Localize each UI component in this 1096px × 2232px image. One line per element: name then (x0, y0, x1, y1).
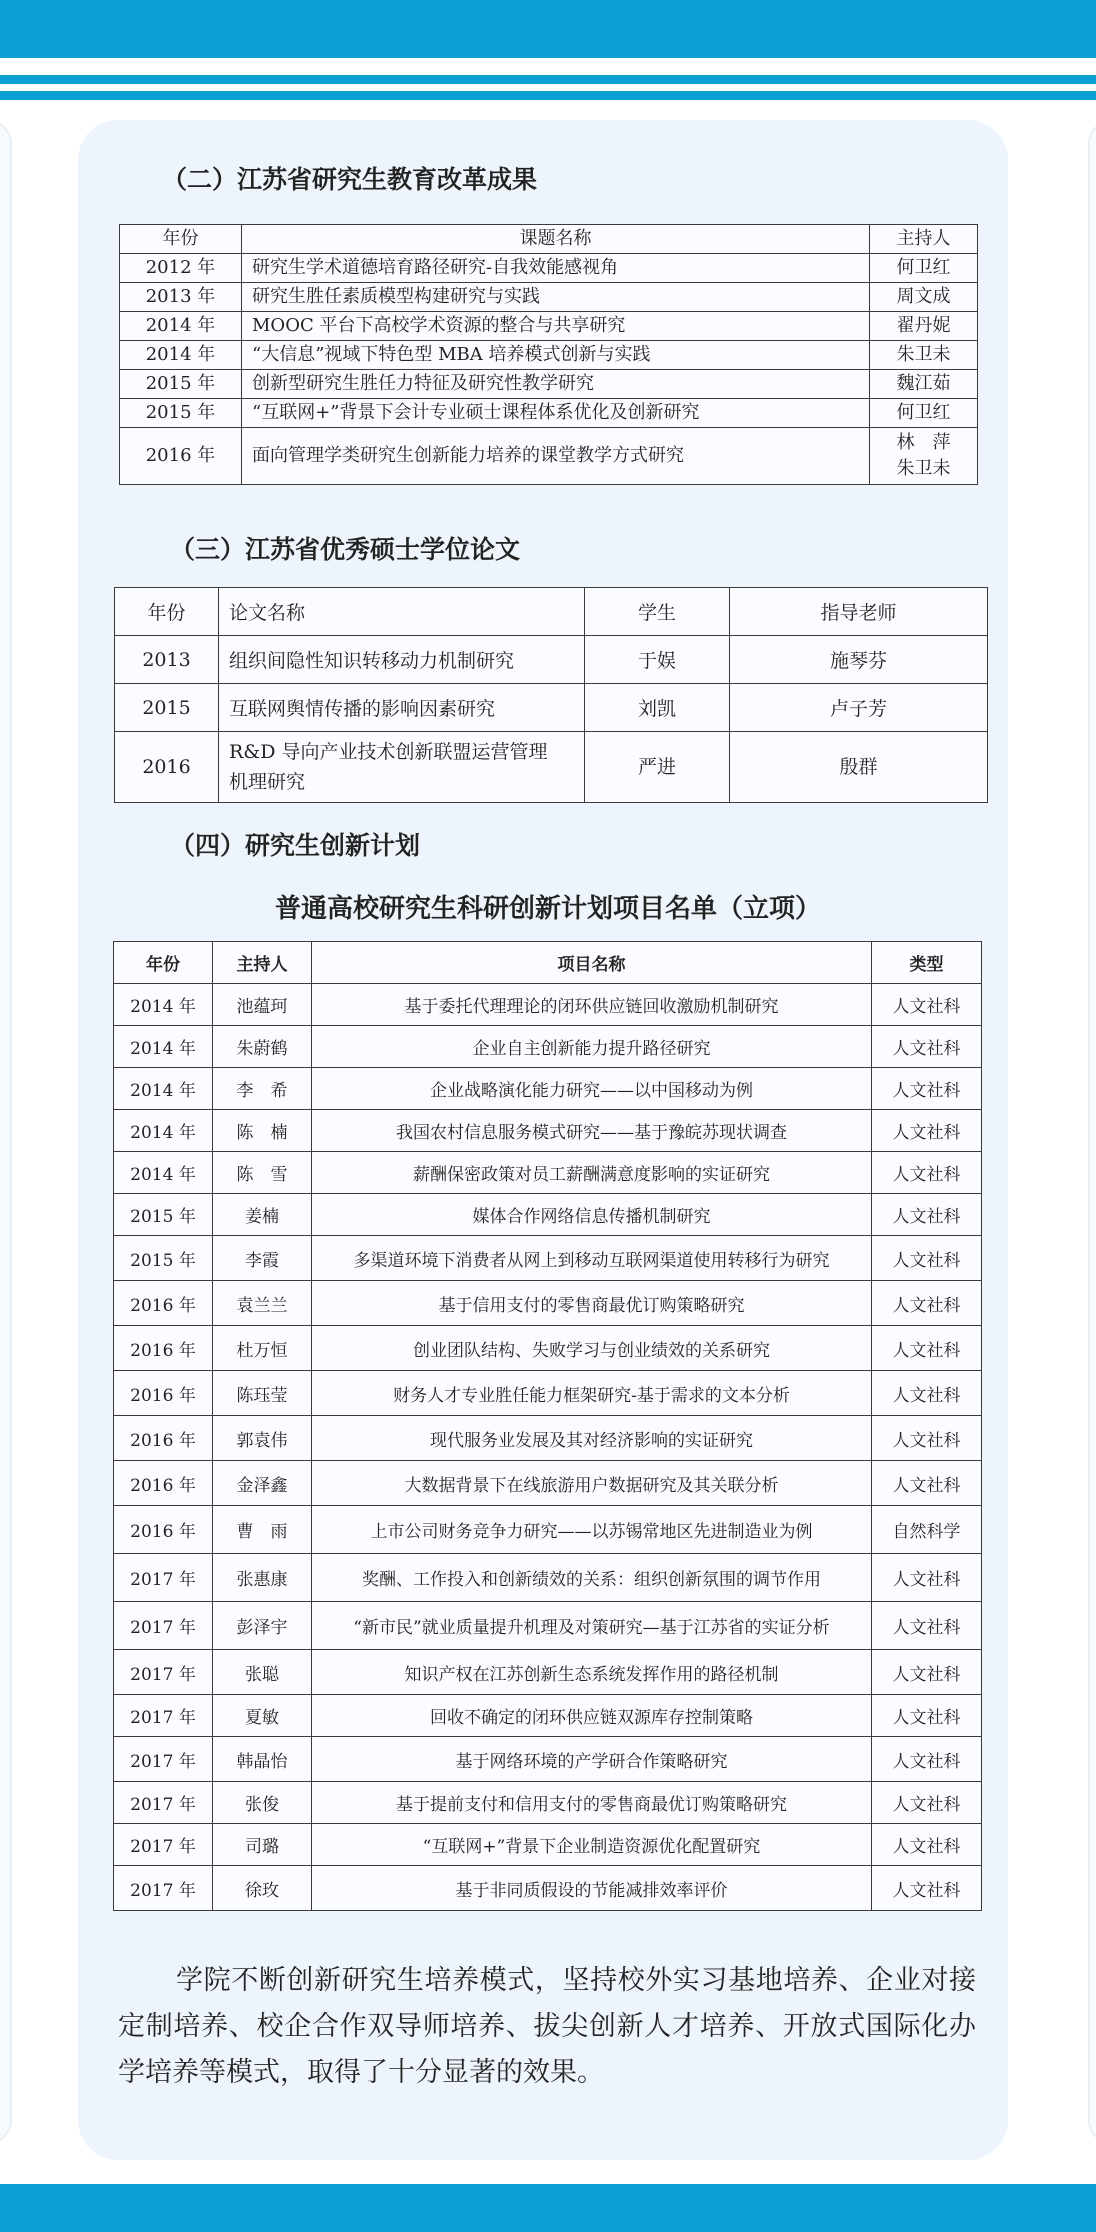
header-project-name: 项目名称 (312, 942, 872, 984)
cell-project-name: 大数据背景下在线旅游用户数据研究及其关联分析 (312, 1461, 872, 1506)
table-row (115, 684, 988, 732)
table-row (114, 1695, 982, 1737)
cell-type: 人文社科 (872, 1371, 982, 1416)
cell-year: 2015 年 (120, 399, 242, 428)
cell-project-name: “新市民”就业质量提升机理及对策研究—基于江苏省的实证分析 (312, 1602, 872, 1650)
cell-project-name: 知识产权在江苏创新生态系统发挥作用的路径机制 (312, 1650, 872, 1695)
cell-host: 周文成 (870, 283, 978, 312)
cell-type: 人文社科 (872, 1461, 982, 1506)
header-title: 课题名称 (242, 225, 870, 254)
table-row (114, 1554, 982, 1602)
cell-host: 姜楠 (213, 1194, 312, 1236)
table-row (120, 341, 978, 370)
cell-year: 2014 年 (120, 341, 242, 370)
cell-year: 2016 年 (114, 1371, 213, 1416)
cell-year: 2014 年 (114, 1068, 213, 1110)
cell-year: 2015 (115, 684, 219, 732)
cell-type: 人文社科 (872, 1695, 982, 1737)
cell-host: 司璐 (213, 1824, 312, 1866)
cell-host: 夏敏 (213, 1695, 312, 1737)
top-banner (0, 0, 1096, 58)
header-host: 主持人 (213, 942, 312, 984)
table-row (120, 428, 978, 485)
cell-title: “互联网+”背景下会计专业硕士课程体系优化及创新研究 (242, 399, 870, 428)
cell-host: 陈珏莹 (213, 1371, 312, 1416)
table-row (120, 312, 978, 341)
table-row (114, 1461, 982, 1506)
cell-type: 人文社科 (872, 1110, 982, 1152)
cell-host: 何卫红 (870, 399, 978, 428)
header-year: 年份 (114, 942, 213, 984)
cell-type: 人文社科 (872, 984, 982, 1026)
reform-results-table (119, 224, 978, 485)
adjacent-page-right (1088, 120, 1096, 2144)
top-stripe-2 (0, 91, 1096, 100)
cell-title: “大信息”视域下特色型 MBA 培养模式创新与实践 (242, 341, 870, 370)
cell-year: 2017 年 (114, 1695, 213, 1737)
table-row (114, 1236, 982, 1281)
cell-advisor: 卢子芳 (730, 684, 988, 732)
cell-title: 创新型研究生胜任力特征及研究性教学研究 (242, 370, 870, 399)
cell-year: 2016 年 (114, 1461, 213, 1506)
cell-host: 池蕴珂 (213, 984, 312, 1026)
cell-type: 人文社科 (872, 1737, 982, 1782)
table-row (120, 370, 978, 399)
header-advisor: 指导老师 (730, 588, 988, 636)
thesis-line-1: R&D 导向产业技术创新联盟运营管理 (229, 741, 548, 763)
cell-type: 人文社科 (872, 1152, 982, 1194)
cell-year: 2017 年 (114, 1866, 213, 1911)
cell-project-name: 基于非同质假设的节能减排效率评价 (312, 1866, 872, 1911)
cell-type: 人文社科 (872, 1602, 982, 1650)
cell-project-name: 上市公司财务竞争力研究——以苏锡常地区先进制造业为例 (312, 1506, 872, 1554)
cell-project-name: 企业自主创新能力提升路径研究 (312, 1026, 872, 1068)
cell-host: 张俊 (213, 1782, 312, 1824)
cell-project-name: 基于网络环境的产学研合作策略研究 (312, 1737, 872, 1782)
cell-thesis (219, 732, 585, 803)
cell-year: 2014 年 (114, 1152, 213, 1194)
table-row (114, 1281, 982, 1326)
header-year: 年份 (115, 588, 219, 636)
cell-year: 2016 年 (114, 1416, 213, 1461)
cell-host: 翟丹妮 (870, 312, 978, 341)
cell-type: 人文社科 (872, 1281, 982, 1326)
innovation-projects-table (113, 941, 982, 1911)
cell-project-name: 回收不确定的闭环供应链双源库存控制策略 (312, 1695, 872, 1737)
cell-year: 2015 年 (114, 1236, 213, 1281)
cell-host: 朱蔚鹤 (213, 1026, 312, 1068)
table-row (114, 1506, 982, 1554)
cell-year: 2017 年 (114, 1782, 213, 1824)
innovation-list-title: 普通高校研究生科研创新计划项目名单（立项） (274, 894, 821, 924)
cell-advisor: 殷群 (730, 732, 988, 803)
adjacent-page-left (0, 120, 12, 2144)
excellent-theses-table (114, 587, 988, 803)
cell-year: 2015 年 (120, 370, 242, 399)
cell-type: 人文社科 (872, 1236, 982, 1281)
cell-host: 陈 楠 (213, 1110, 312, 1152)
table-row (114, 1650, 982, 1695)
table-row (114, 1152, 982, 1194)
cell-project-name: “互联网+”背景下企业制造资源优化配置研究 (312, 1824, 872, 1866)
cell-student: 严进 (585, 732, 730, 803)
cell-type: 人文社科 (872, 1416, 982, 1461)
cell-year: 2015 年 (114, 1194, 213, 1236)
cell-year: 2016 年 (120, 428, 242, 485)
cell-host: 何卫红 (870, 254, 978, 283)
table-row (114, 1026, 982, 1068)
table-row (114, 1602, 982, 1650)
bottom-banner (0, 2184, 1096, 2232)
cell-host: 徐玫 (213, 1866, 312, 1911)
cell-title: 研究生胜任素质模型构建研究与实践 (242, 283, 870, 312)
cell-thesis: 组织间隐性知识转移动力机制研究 (219, 636, 585, 684)
cell-host: 金泽鑫 (213, 1461, 312, 1506)
table-header-row (120, 225, 978, 254)
cell-year: 2017 年 (114, 1737, 213, 1782)
header-year: 年份 (120, 225, 242, 254)
cell-student: 刘凯 (585, 684, 730, 732)
cell-thesis: 互联网舆情传播的影响因素研究 (219, 684, 585, 732)
cell-host: 彭泽宇 (213, 1602, 312, 1650)
cell-type: 人文社科 (872, 1866, 982, 1911)
cell-type: 人文社科 (872, 1650, 982, 1695)
cell-project-name: 我国农村信息服务模式研究——基于豫皖苏现状调查 (312, 1110, 872, 1152)
table-row (120, 254, 978, 283)
table-row (114, 1737, 982, 1782)
cell-host: 杜万恒 (213, 1326, 312, 1371)
table-row (114, 1824, 982, 1866)
header-type: 类型 (872, 942, 982, 984)
cell-project-name: 创业团队结构、失败学习与创业绩效的关系研究 (312, 1326, 872, 1371)
table-row (120, 283, 978, 312)
cell-host: 陈 雪 (213, 1152, 312, 1194)
cell-host: 张惠康 (213, 1554, 312, 1602)
cell-type: 自然科学 (872, 1506, 982, 1554)
table-row (114, 1416, 982, 1461)
cell-host: 韩晶怡 (213, 1737, 312, 1782)
cell-type: 人文社科 (872, 1782, 982, 1824)
table-row (114, 1866, 982, 1911)
cell-year: 2013 (115, 636, 219, 684)
table-row (114, 1068, 982, 1110)
table-row (114, 1326, 982, 1371)
cell-host: 李霞 (213, 1236, 312, 1281)
cell-title: 面向管理学类研究生创新能力培养的课堂教学方式研究 (242, 428, 870, 485)
cell-year: 2014 年 (114, 984, 213, 1026)
cell-project-name: 现代服务业发展及其对经济影响的实证研究 (312, 1416, 872, 1461)
cell-year: 2014 年 (114, 1110, 213, 1152)
cell-title: MOOC 平台下高校学术资源的整合与共享研究 (242, 312, 870, 341)
cell-year: 2014 年 (120, 312, 242, 341)
cell-year: 2014 年 (114, 1026, 213, 1068)
cell-host: 朱卫未 (870, 341, 978, 370)
cell-student: 于娱 (585, 636, 730, 684)
closing-paragraph: 学院不断创新研究生培养模式，坚持校外实习基地培养、企业对接定制培养、校企合作双导师培养、拔尖创新人才培养、开放式国际化办学培养等模式，取得了十分显著的效果。 (118, 1965, 976, 2088)
cell-project-name: 多渠道环境下消费者从网上到移动互联网渠道使用转移行为研究 (312, 1236, 872, 1281)
cell-host: 郭袁伟 (213, 1416, 312, 1461)
cell-type: 人文社科 (872, 1194, 982, 1236)
host-line-2: 朱卫未 (896, 458, 951, 479)
host-line-1: 林 萍 (896, 432, 951, 453)
header-host: 主持人 (870, 225, 978, 254)
cell-year: 2016 年 (114, 1326, 213, 1371)
cell-host: 李 希 (213, 1068, 312, 1110)
cell-host: 张聪 (213, 1650, 312, 1695)
cell-project-name: 奖酬、工作投入和创新绩效的关系：组织创新氛围的调节作用 (312, 1554, 872, 1602)
cell-project-name: 基于提前支付和信用支付的零售商最优订购策略研究 (312, 1782, 872, 1824)
table-row (114, 1371, 982, 1416)
cell-year: 2017 年 (114, 1602, 213, 1650)
cell-year: 2017 年 (114, 1650, 213, 1695)
cell-type: 人文社科 (872, 1326, 982, 1371)
cell-year: 2013 年 (120, 283, 242, 312)
cell-host: 曹 雨 (213, 1506, 312, 1554)
cell-project-name: 基于委托代理理论的闭环供应链回收激励机制研究 (312, 984, 872, 1026)
table-row (114, 1110, 982, 1152)
table-row (115, 636, 988, 684)
cell-host (870, 428, 978, 485)
cell-year: 2012 年 (120, 254, 242, 283)
cell-advisor: 施琴芬 (730, 636, 988, 684)
table-row (120, 399, 978, 428)
cell-type: 人文社科 (872, 1026, 982, 1068)
table-header-row (114, 942, 982, 984)
top-stripe-1 (0, 75, 1096, 84)
cell-type: 人文社科 (872, 1068, 982, 1110)
header-student: 学生 (585, 588, 730, 636)
section-heading-excellent-theses: （三）江苏省优秀硕士学位论文 (170, 535, 521, 564)
thesis-line-2: 机理研究 (229, 771, 306, 793)
cell-year: 2017 年 (114, 1554, 213, 1602)
cell-project-name: 媒体合作网络信息传播机制研究 (312, 1194, 872, 1236)
table-row (114, 984, 982, 1026)
cell-project-name: 财务人才专业胜任能力框架研究-基于需求的文本分析 (312, 1371, 872, 1416)
cell-type: 人文社科 (872, 1824, 982, 1866)
cell-project-name: 薪酬保密政策对员工薪酬满意度影响的实证研究 (312, 1152, 872, 1194)
cell-project-name: 企业战略演化能力研究——以中国移动为例 (312, 1068, 872, 1110)
cell-project-name: 基于信用支付的零售商最优订购策略研究 (312, 1281, 872, 1326)
cell-host: 袁兰兰 (213, 1281, 312, 1326)
cell-year: 2016 (115, 732, 219, 803)
section-heading-innovation-plan: （四）研究生创新计划 (170, 831, 421, 860)
cell-title: 研究生学术道德培育路径研究-自我效能感视角 (242, 254, 870, 283)
cell-host: 魏江茹 (870, 370, 978, 399)
cell-year: 2016 年 (114, 1506, 213, 1554)
table-row (114, 1782, 982, 1824)
cell-type: 人文社科 (872, 1554, 982, 1602)
cell-year: 2017 年 (114, 1824, 213, 1866)
cell-year: 2016 年 (114, 1281, 213, 1326)
table-header-row (115, 588, 988, 636)
header-thesis: 论文名称 (219, 588, 585, 636)
table-row (115, 732, 988, 803)
section-heading-reform-results: （二）江苏省研究生教育改革成果 (162, 165, 538, 194)
table-row (114, 1194, 982, 1236)
